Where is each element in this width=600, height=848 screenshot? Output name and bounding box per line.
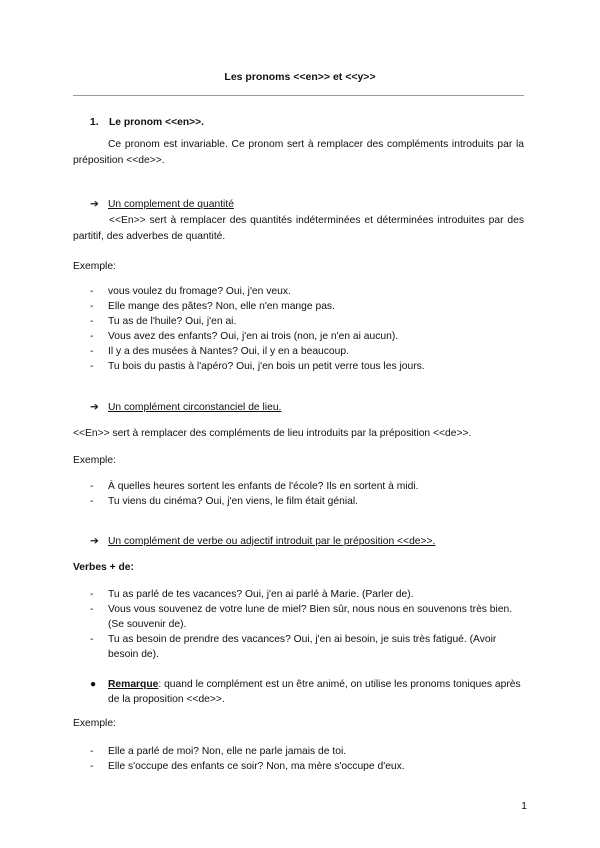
example-label: Exemple: bbox=[73, 261, 116, 272]
subheading-text: Un complément de verbe ou adjectif introduit par le préposition <<de>>. bbox=[108, 536, 436, 547]
list-item: - Vous avez des enfants? Oui, j'en ai trois (non, je n'en ai aucun). bbox=[90, 331, 399, 342]
list-item: - Tu as parlé de tes vacances? Oui, j'en ai parlé à Marie. (Parler de). bbox=[90, 589, 414, 600]
arrow-icon: ➔ bbox=[90, 536, 99, 547]
example-list bbox=[90, 744, 405, 774]
remark-label: Remarque bbox=[108, 679, 159, 690]
section-intro: Ce pronom est invariable. Ce pronom sert à remplacer des compléments introduits par la préposition <<de>>. bbox=[73, 139, 524, 166]
list-item: - Tu as besoin de prendre des vacances? Oui, j'en ai besoin, je suis très fatigué. (Avoir besoin de). bbox=[90, 634, 497, 660]
example-list bbox=[90, 587, 524, 662]
section-number: 1. bbox=[90, 117, 99, 128]
document-title: Les pronoms <<en>> et <<y>> bbox=[224, 71, 376, 83]
subheading-text: Un complement de quantité bbox=[108, 199, 234, 210]
page-number: 1 bbox=[521, 801, 527, 812]
subheading-lieu bbox=[90, 401, 281, 413]
example-label: Exemple: bbox=[73, 455, 116, 466]
arrow-icon: ➔ bbox=[90, 199, 99, 210]
list-item: - À quelles heures sortent les enfants de l'école? Ils en sortent à midi. bbox=[90, 481, 419, 492]
subheading-verbe bbox=[90, 535, 435, 547]
verbs-label: Verbes + de: bbox=[73, 562, 134, 573]
section-heading-text: Le pronom <<en>>. bbox=[109, 117, 204, 128]
subheading-quantite bbox=[90, 198, 234, 210]
list-item: - Elle s'occupe des enfants ce soir? Non, ma mère s'occupe d'eux. bbox=[90, 761, 405, 772]
subsection-text: <<En>> sert à remplacer des compléments de lieu introduits par la préposition <<de>>. bbox=[73, 428, 472, 439]
section-heading bbox=[90, 117, 204, 128]
example-list bbox=[90, 479, 418, 509]
title-divider bbox=[73, 95, 524, 96]
list-item: - Tu viens du cinéma? Oui, j'en viens, le film était génial. bbox=[90, 496, 358, 507]
list-item: - vous voulez du fromage? Oui, j'en veux. bbox=[90, 286, 291, 297]
list-item: - Il y a des musées à Nantes? Oui, il y en a beaucoup. bbox=[90, 346, 349, 357]
list-item: - Tu bois du pastis à l'apéro? Oui, j'en bois un petit verre tous les jours. bbox=[90, 361, 425, 372]
remark-text: : quand le complément est un être animé, on utilise les pronoms toniques après de la proposition <<de>>. bbox=[108, 679, 521, 705]
list-item: - Vous vous souvenez de votre lune de miel? Bien sûr, nous nous en souvenons très bien. (Se souvenir de). bbox=[90, 604, 513, 630]
remark-note bbox=[90, 677, 524, 707]
bullet-icon: ● bbox=[90, 679, 97, 690]
list-item: - Elle a parlé de moi? Non, elle ne parle jamais de toi. bbox=[90, 746, 347, 757]
arrow-icon: ➔ bbox=[90, 402, 99, 413]
subheading-text: Un complément circonstanciel de lieu. bbox=[108, 402, 282, 413]
example-list bbox=[90, 284, 425, 374]
subsection-text: <<En>> sert à remplacer des quantités indéterminées et déterminées introduites par des partitif, des adverbes de quantité. bbox=[73, 215, 524, 242]
list-item: - Tu as de l'huile? Oui, j'en ai. bbox=[90, 316, 237, 327]
example-label: Exemple: bbox=[73, 718, 116, 729]
list-item: - Elle mange des pâtes? Non, elle n'en mange pas. bbox=[90, 301, 335, 312]
